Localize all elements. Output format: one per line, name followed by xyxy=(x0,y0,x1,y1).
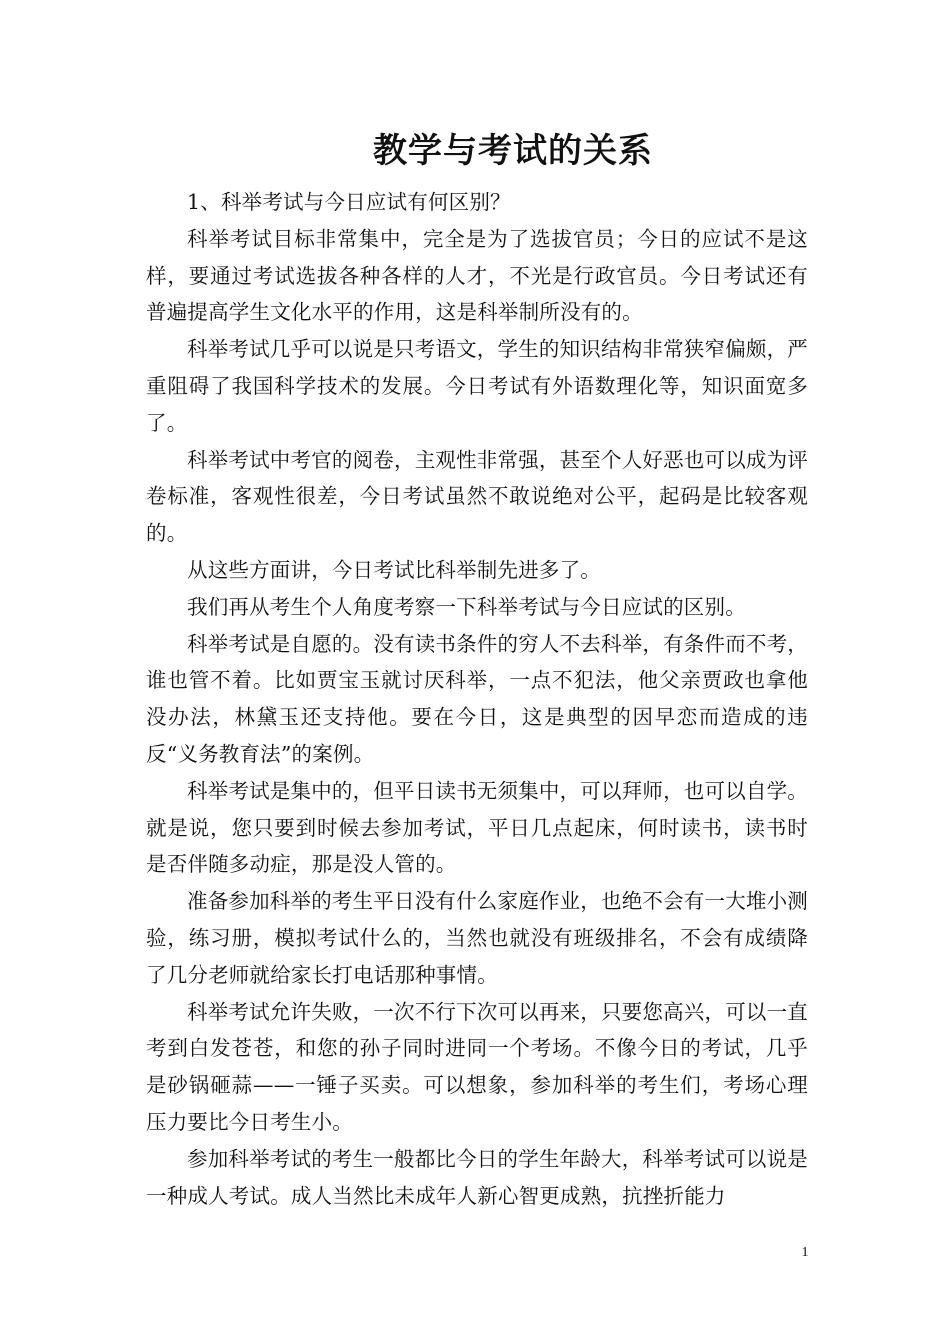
paragraph: 科举考试中考官的阅卷，主观性非常强，甚至个人好恶也可以成为评卷标准，客观性很差，今日考试虽然不敢说绝对公平，起码是比较客观的。 xyxy=(146,447,808,546)
paragraph: 科举考试是集中的，但平日读书无须集中，可以拜师，也可以自学。就是说，您只要到时候去参加考试，平日几点起床，何时读书，读书时是否伴随多动症，那是没人管的。 xyxy=(146,778,808,877)
paragraph: 准备参加科举的考生平日没有什么家庭作业，也绝不会有一大堆小测验，练习册，模拟考试什么的，当然也就没有班级排名，不会有成绩降了几分老师就给家长打电话那种事情。 xyxy=(146,889,808,987)
paragraph: 科举考试允许失败，一次不行下次可以再来，只要您高兴，可以一直考到白发苍苍，和您的孙子同时进同一个考场。不像今日的考试，几乎是砂锅砸蒜——一锤子买卖。可以想象，参加科举的考生们，考场心理压力要比今日考生小。 xyxy=(146,999,808,1134)
paragraph: 参加科举考试的考生一般都比今日的学生年龄大，科举考试可以说是一种成人考试。成人当然比未成年人新心智更成熟，抗挫折能力 xyxy=(146,1146,808,1208)
paragraph: 科举考试几乎可以说是只考语文，学生的知识结构非常狭窄偏颇，严重阻碍了我国科学技术的发展。今日考试有外语数理化等，知识面宽多了。 xyxy=(146,337,808,435)
paragraph: 科举考试目标非常集中，完全是为了选拔官员；今日的应试不是这样，要通过考试选拔各种各样的人才，不光是行政官员。今日考试还有普遍提高学生文化水平的作用，这是科举制所没有的。 xyxy=(146,226,808,325)
page-number: 1 xyxy=(801,1245,809,1260)
paragraph: 科举考试是自愿的。没有读书条件的穷人不去科举，有条件而不考，谁也管不着。比如贾宝玉就讨厌科举，一点不犯法，他父亲贾政也拿他没办法，林黛玉还支持他。要在今日，这是典型的因早恋而造成的违反“义务教育法”的案例。 xyxy=(146,631,808,766)
document-title: 教学与考试的关系 xyxy=(373,131,653,171)
document-body xyxy=(146,184,808,1214)
paragraph: 从这些方面讲，今日考试比科举制先进多了。 xyxy=(187,557,601,582)
paragraph-question: 1、科举考试与今日应试有何区别？ xyxy=(187,190,511,214)
paragraph: 我们再从考生个人角度考察一下科举考试与今日应试的区别。 xyxy=(187,594,746,619)
